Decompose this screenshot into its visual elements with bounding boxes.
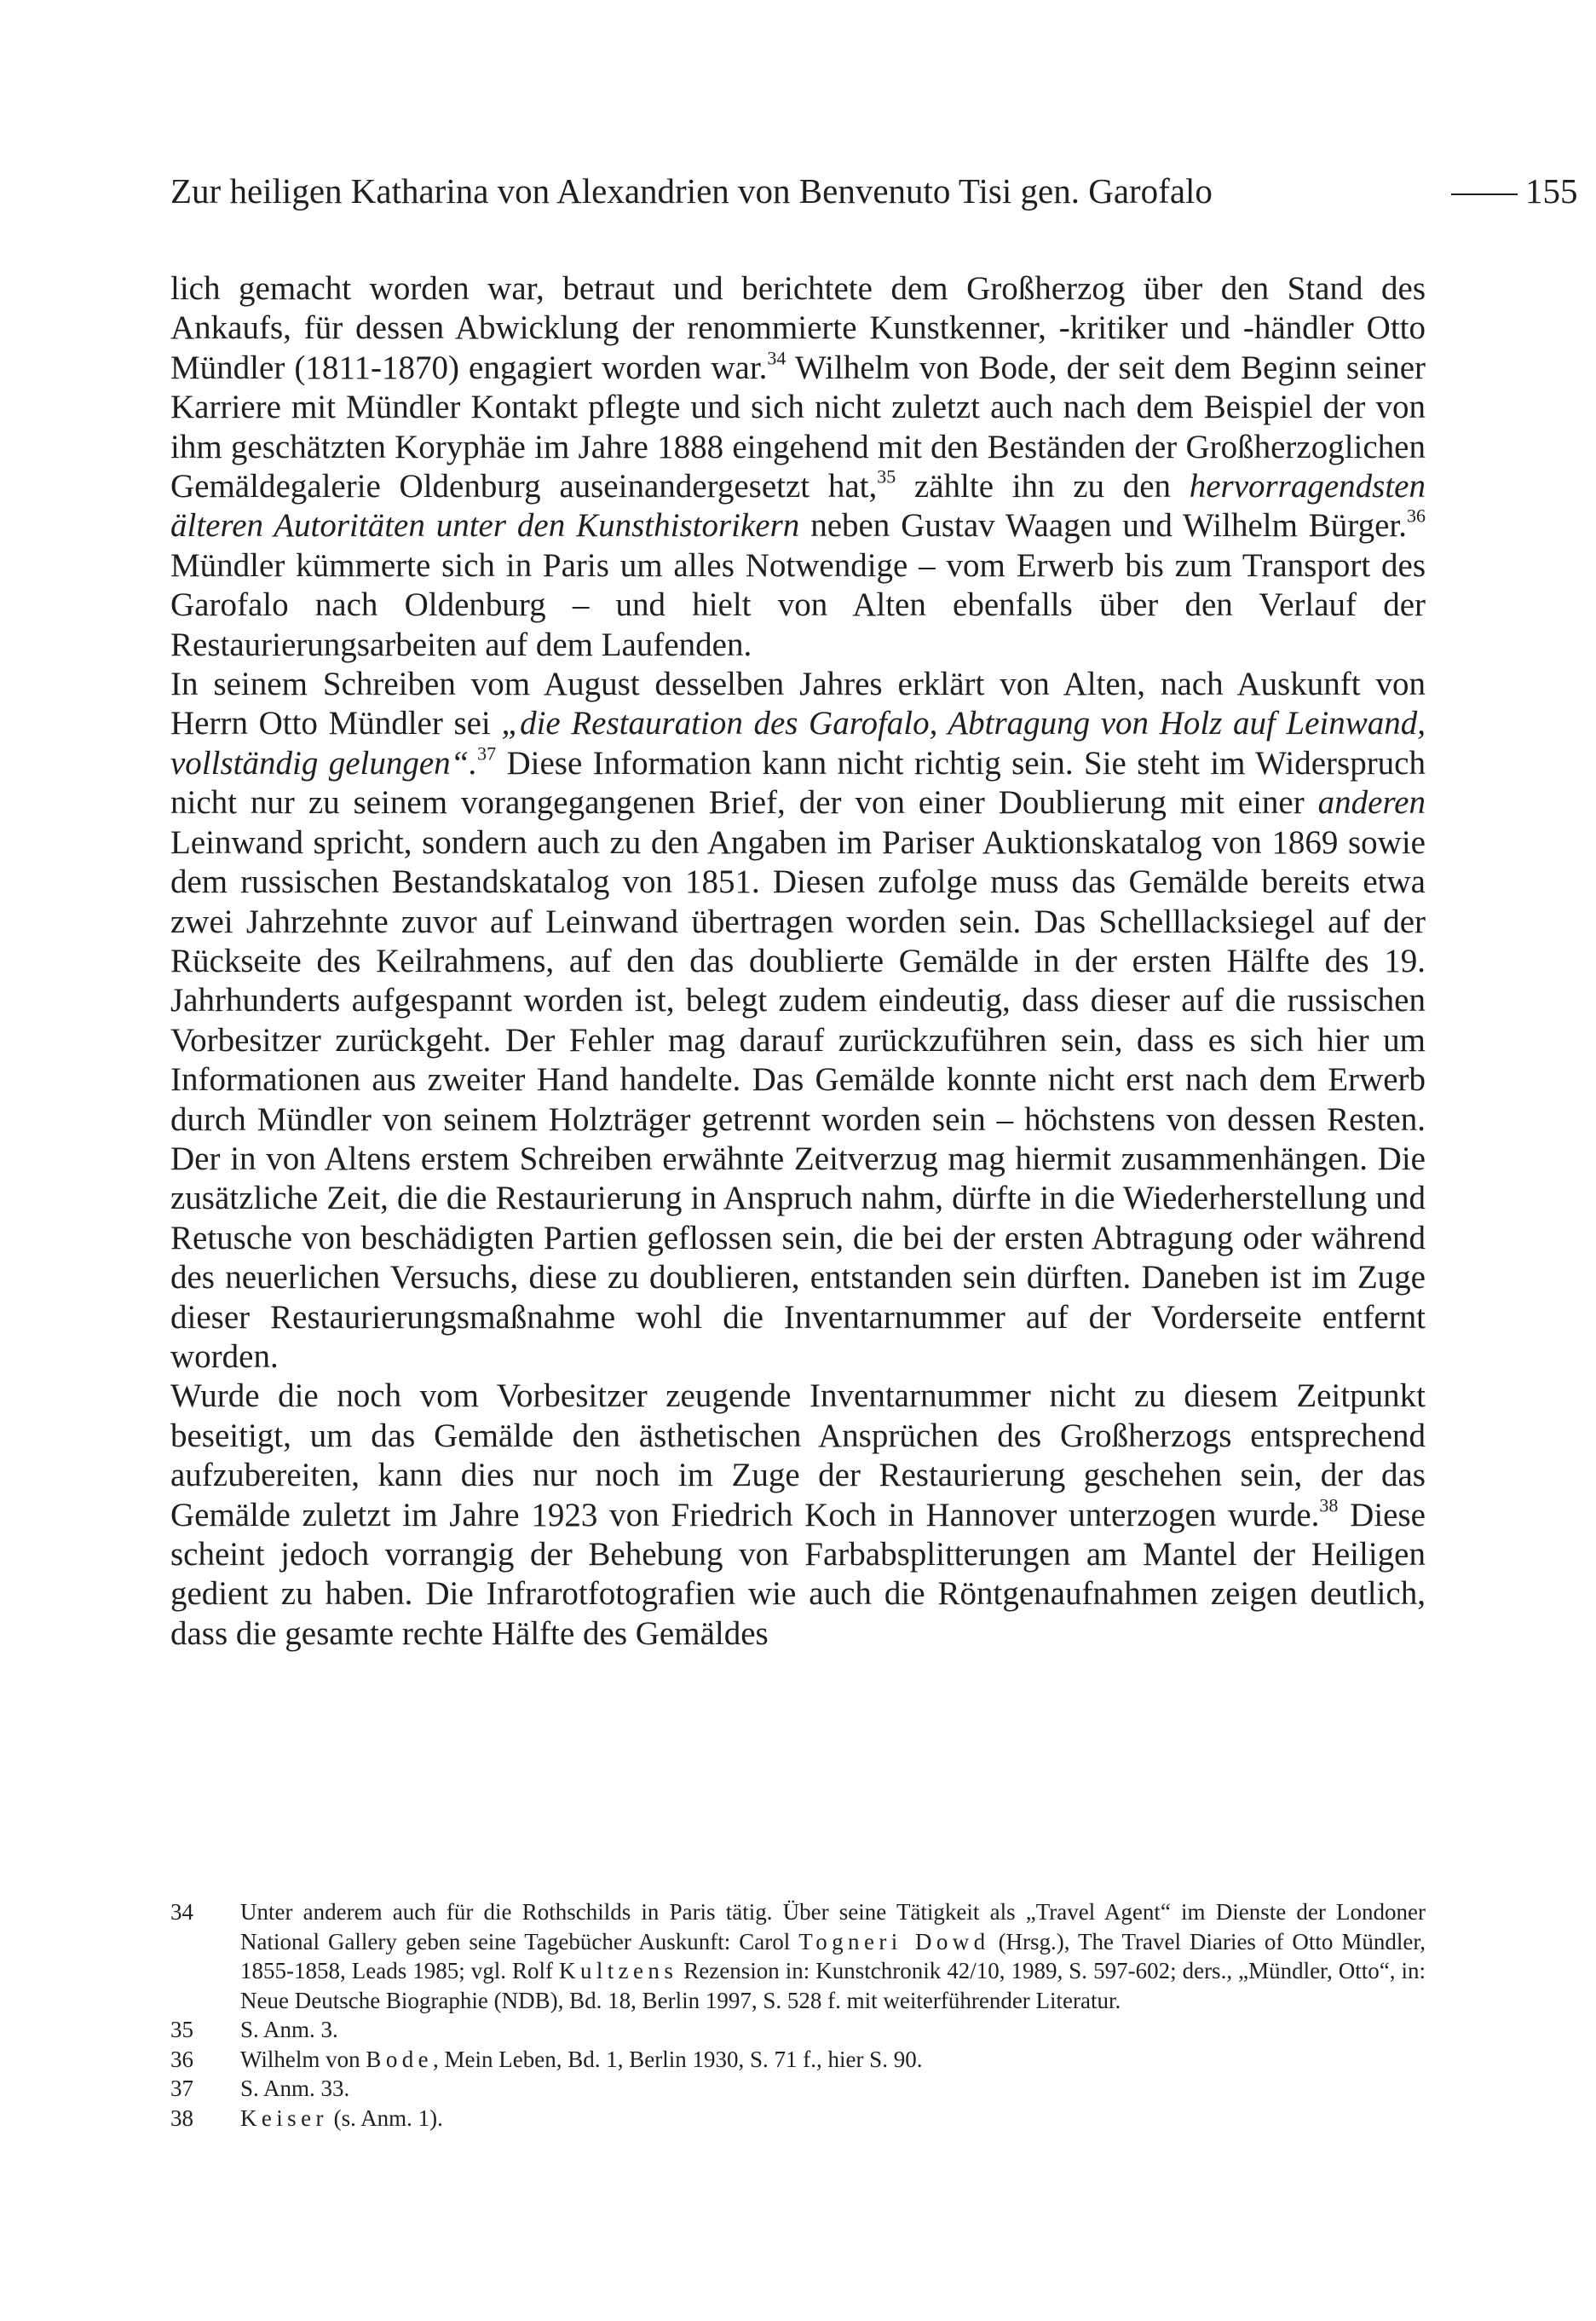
text-run: Diese scheint jedoch vorrangig der Behebung von Farbabsplitterungen am Mantel der Heiligen gedient zu haben. Die Infrarotfotografien wie auch die Röntgenaufnahmen zeigen deutlich, dass die gesamte rechte Hälfte des Gemäldes [170,1496,1426,1652]
footnote-text: Rezension in: Kunstchronik 42/10, 1989, S. 597-602; ders., „Mündler, Otto“, in: Neue Deutsche Biographie (NDB), Bd. 18, Berlin 1997, S. 528 f. mit weiterführender Literatur. [240,1958,1426,2013]
footnote-number: 37 [170,2076,193,2101]
text-run: Diese Information kann nicht richtig sein. Sie steht im Widerspruch nicht nur zu seinem vorangegangenen Brief, der von einer Doublierung mit einer [170,744,1426,822]
footnote-37 [170,2074,1426,2104]
footnote-ref-35: 35 [877,465,896,488]
paragraph-2 [170,665,1426,1377]
author-name: Bode [366,2046,433,2072]
author-name: Keiser [240,2104,328,2131]
italic-emphasis: anderen [1317,784,1426,822]
author-name: Kultzens [559,1958,678,1983]
text-run: Wurde die noch vom Vorbesitzer zeugende Inventarnummer nicht zu diesem Zeitpunkt beseitigt, um das Gemälde den ästhetischen Ansprüchen des Großherzogs entsprechend aufzubereiten, kann dies nur noch im Zuge der Restaurierung geschehen sein, der das Gemälde zuletzt im Jahre 1923 von Friedrich Koch in Hannover unterzogen wurde. [170,1377,1426,1533]
footnote-text: S. Anm. 33. [240,2076,350,2101]
footnote-number: 35 [170,2017,193,2042]
author-name: Togneri Dowd [798,1928,990,1954]
italic-quote: hervorragendsten älteren Autoritäten unter den Kunsthistorikern [170,468,1426,545]
footnote-number: 34 [170,1899,193,1925]
page-number: 155 [1525,171,1578,211]
italic-quote: „die Restauration des Garofalo, Abtragung von Holz auf Leinwand, vollständig gelungen“. [170,705,1426,782]
footnote-number: 36 [170,2046,193,2072]
footnote-text: (s. Anm. 1). [327,2104,443,2131]
text-run: In seinem Schreiben vom August desselben Jahres erklärt von Alten, nach Auskunft von Herrn Otto Mündler sei [170,666,1426,742]
footnote-ref-37: 37 [477,742,497,765]
header-rule [1451,193,1518,195]
text-run: Leinwand spricht, sondern auch zu den Angaben im Pariser Auktionskatalog von 1869 sowie dem russischen Bestandskatalog von 1851. Diesen zufolge muss das Gemälde bereits etwa zwei Jahrzehnte zuvor auf Leinwand übertragen worden sein. Das Schelllacksiegel auf der Rückseite des Keilrahmens, auf den das doublierte Gemälde in der ersten Hälfte des 19. Jahrhunderts aufgespannt worden ist, belegt zudem eindeutig, dass dieser auf die russischen Vorbesitzer zurückgeht. Der Fehler mag darauf zurückzuführen sein, dass es sich hier um Informationen aus zweiter Hand handelte. Das Gemälde konnte nicht erst nach dem Erwerb durch Mündler von seinem Holzträger getrennt worden sein – höchstens von dessen Resten. Der in von Altens erstem Schreiben erwähnte Zeitverzug mag hiermit zusammenhängen. Die zusätzliche Zeit, die die Restaurierung in Anspruch nahm, dürfte in die Wiederherstellung und Retusche von beschädigten Partien geflossen sein, die bei der ersten Abtragung oder während des neuerlichen Versuchs, diese zu doublieren, entstanden sein dürften. Daneben ist im Zuge dieser Restaurierungsmaßnahme wohl die Inventarnummer auf der Vorderseite entfernt worden. [170,823,1426,1375]
text-run: neben Gustav Waagen und Wilhelm Bürger. [799,507,1407,545]
footnote-text: Unter anderem auch für die Rothschilds in Paris tätig. Über seine Tätigkeit als „Travel Agent“ im Dienste der Londoner National Gallery geben seine Tagebücher Auskunft: Carol [240,1899,1426,1954]
footnote-text: S. Anm. 3. [240,2017,338,2042]
footnote-number: 38 [170,2104,193,2131]
footnotes [170,1897,1426,2133]
footnote-text: (Hrsg.), The Travel Diaries of Otto Mündler, 1855-1858, Leads 1985; vgl. Rolf [240,1928,1426,1983]
footnote-text: Wilhelm von [240,2046,366,2072]
footnote-38 [170,2104,1426,2133]
footnote-ref-36: 36 [1407,505,1426,527]
text-run: zählte ihn zu den [896,468,1190,505]
footnote-36 [170,2045,1426,2075]
text-run: Mündler kümmerte sich in Paris um alles Notwendige – vom Erwerb bis zum Transport des Garofalo nach Oldenburg – und hielt von Alten ebenfalls über den Verlauf der Restaurierungsarbeiten auf dem Laufenden. [170,546,1426,663]
footnote-ref-38: 38 [1319,1494,1339,1516]
running-title: Zur heiligen Katharina von Alexandrien von Benvenuto Tisi gen. Garofalo [170,171,1213,211]
paragraph-3 [170,1377,1426,1654]
footnote-34 [170,1897,1426,2015]
footnote-text: , Mein Leben, Bd. 1, Berlin 1930, S. 71 f., hier S. 90. [433,2046,923,2072]
footnote-35 [170,2015,1426,2045]
footnote-ref-34: 34 [767,347,786,369]
text-run: Wilhelm von Bode, der seit dem Beginn seiner Karriere mit Mündler Kontakt pflegte und sich nicht zuletzt auch nach dem Beispiel der von ihm geschätzten Koryphäe im Jahre 1888 eingehend mit den Beständen der Großherzoglichen Gemäldegalerie Oldenburg auseinandergesetzt hat, [170,349,1426,505]
text-run: lich gemacht worden war, betraut und berichtete dem Großherzog über den Stand des Ankaufs, für dessen Abwicklung der renommierte Kunstkenner, -kritiker und -händler Otto Mündler (1811-1870) engagiert worden war. [170,270,1426,386]
running-head [170,167,1578,215]
paragraph-1 [170,269,1426,665]
body-text [170,269,1426,1654]
